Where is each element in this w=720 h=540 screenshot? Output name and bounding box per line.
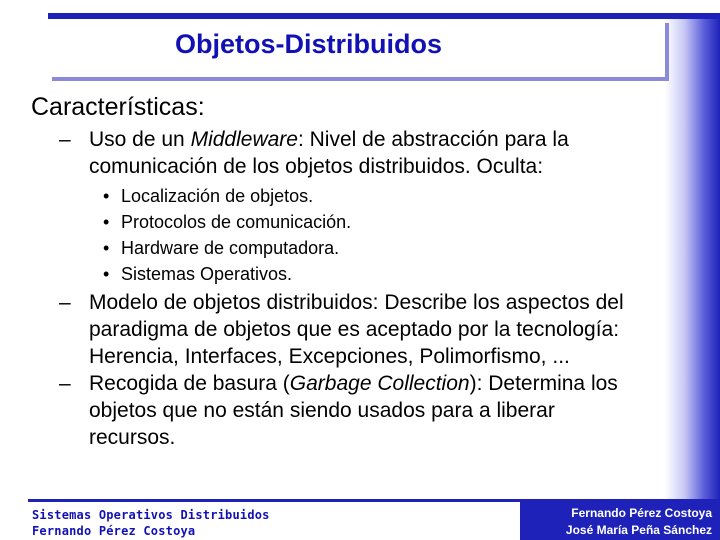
footer-right xyxy=(520,505,712,539)
footer-author-1: Fernando Pérez Costoya xyxy=(571,506,712,520)
slide-body xyxy=(31,92,711,450)
list-item: • Localización de objetos. xyxy=(31,183,711,209)
footer-author: Fernando Pérez Costoya xyxy=(32,524,196,538)
bullet-marker: • xyxy=(103,212,110,232)
list-item: • Protocolos de comunicación. xyxy=(31,209,711,235)
footer-course: Sistemas Operativos Distribuidos xyxy=(32,508,270,522)
bullet-marker: • xyxy=(103,186,110,206)
dash-marker: – xyxy=(59,372,71,395)
heading-caracteristicas: Características: xyxy=(31,93,205,121)
footer-left xyxy=(32,507,270,539)
garbage-collection-term: Garbage Collection xyxy=(289,372,470,395)
bullet-marker: • xyxy=(103,238,110,258)
item-modelo-objetos: – Modelo de objetos distribuidos: Describe los aspectos del paradigma de objetos que es aceptado por la tecnología: Herencia, Interfaces, Excepciones, Polimorfismo, ... xyxy=(59,291,624,368)
bullet-marker: • xyxy=(103,264,110,284)
slide-title: Objetos-Distribuidos xyxy=(174,29,442,59)
middleware-term: Middleware xyxy=(190,128,298,151)
item-garbage-collection: – Recogida de basura (Garbage Collection): Determina los objetos que no están siendo usados para a liberar recursos. xyxy=(59,372,618,449)
hidden-aspects-list xyxy=(31,183,711,287)
footer-author-2: José María Peña Sánchez xyxy=(565,523,712,537)
dash-marker: – xyxy=(59,291,71,314)
list-item: • Sistemas Operativos. xyxy=(31,261,711,287)
list-item: • Hardware de computadora. xyxy=(31,235,711,261)
item-middleware: – Uso de un Middleware: Nivel de abstracción para la comunicación de los objetos distribuidos. Oculta: • Localización de objetos. • Protocolos de comunicación. • Hardware de computadora. • Sistemas Operativos. xyxy=(31,128,711,287)
dash-marker: – xyxy=(59,128,71,151)
